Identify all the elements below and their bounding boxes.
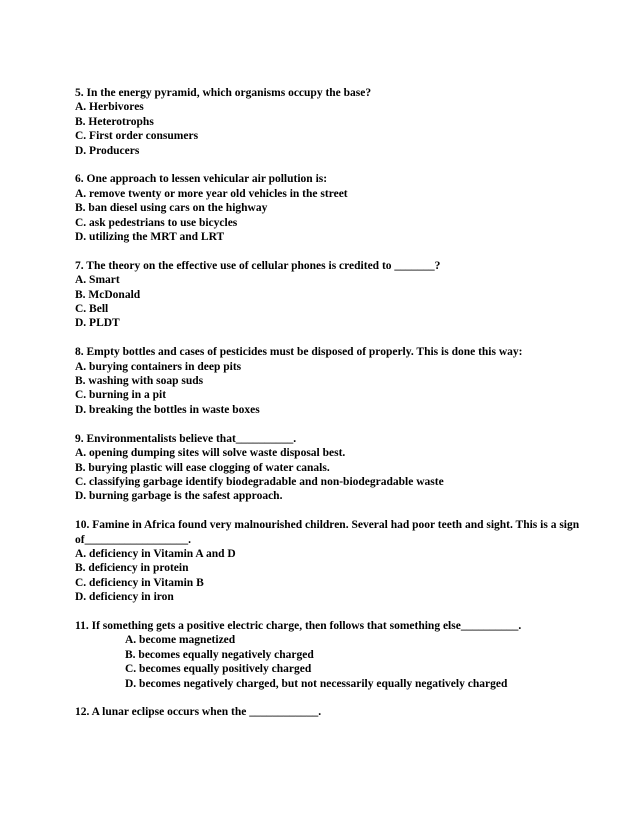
answer-option: B. Heterotrophs: [75, 115, 154, 128]
question-stem: 9. Environmentalists believe that__________.: [75, 432, 297, 445]
question-11: [75, 619, 595, 691]
answer-option: D. becomes negatively charged, but not necessarily equally negatively charged: [125, 677, 508, 690]
answer-option: A. opening dumping sites will solve waste disposal best.: [75, 447, 346, 460]
answer-option: C. Bell: [75, 303, 109, 316]
answer-option: D. PLDT: [75, 317, 120, 330]
answer-option: B. burying plastic will ease clogging of water canals.: [75, 461, 330, 474]
question-6: [75, 172, 595, 244]
answer-option: A. deficiency in Vitamin A and D: [75, 547, 236, 560]
answer-option: C. ask pedestrians to use bicycles: [75, 216, 238, 229]
answer-option: C. deficiency in Vitamin B: [75, 576, 204, 589]
answer-option: D. burning garbage is the safest approach.: [75, 490, 283, 503]
answer-option: A. Smart: [75, 274, 120, 287]
answer-option: B. ban diesel using cars on the highway: [75, 202, 268, 215]
answer-option: B. washing with soap suds: [75, 375, 204, 388]
answer-option: A. Herbivores: [75, 101, 144, 114]
answer-option: A. become magnetized: [125, 634, 236, 647]
question-stem: 12. A lunar eclipse occurs when the ____________.: [75, 706, 322, 719]
answer-option: C. classifying garbage identify biodegradable and non-biodegradable waste: [75, 475, 444, 488]
answer-option: B. becomes equally negatively charged: [125, 648, 314, 661]
answer-option: C. burning in a pit: [75, 389, 167, 402]
question-5: [75, 86, 595, 158]
question-8: [75, 345, 595, 417]
answer-option: B. McDonald: [75, 288, 141, 301]
question-7: [75, 259, 595, 331]
question-stem: 8. Empty bottles and cases of pesticides must be disposed of properly. This is done this way:: [75, 346, 523, 359]
question-stem: 7. The theory on the effective use of cellular phones is credited to _______?: [75, 259, 441, 272]
answer-option: C. First order consumers: [75, 130, 199, 143]
answer-option: D. utilizing the MRT and LRT: [75, 231, 225, 244]
question-9: [75, 432, 595, 504]
question-stem: 11. If something gets a positive electric charge, then follows that something else__________.: [75, 619, 522, 632]
question-12: [75, 705, 595, 719]
question-10: [75, 518, 595, 604]
answer-option: D. Producers: [75, 144, 140, 157]
answer-option: A. remove twenty or more year old vehicles in the street: [75, 187, 348, 200]
question-stem: 6. One approach to lessen vehicular air pollution is:: [75, 173, 328, 186]
question-list: [75, 86, 595, 734]
answer-option: D. breaking the bottles in waste boxes: [75, 403, 260, 416]
answer-option: A. burying containers in deep pits: [75, 360, 242, 373]
answer-option: B. deficiency in protein: [75, 562, 189, 575]
question-stem: 5. In the energy pyramid, which organisms occupy the base?: [75, 87, 372, 99]
answer-option: D. deficiency in iron: [75, 591, 174, 604]
answer-option: C. becomes equally positively charged: [125, 663, 312, 676]
question-stem: 10. Famine in Africa found very malnourished children. Several had poor teeth and sight. This is a sign of__________________.: [75, 519, 580, 546]
